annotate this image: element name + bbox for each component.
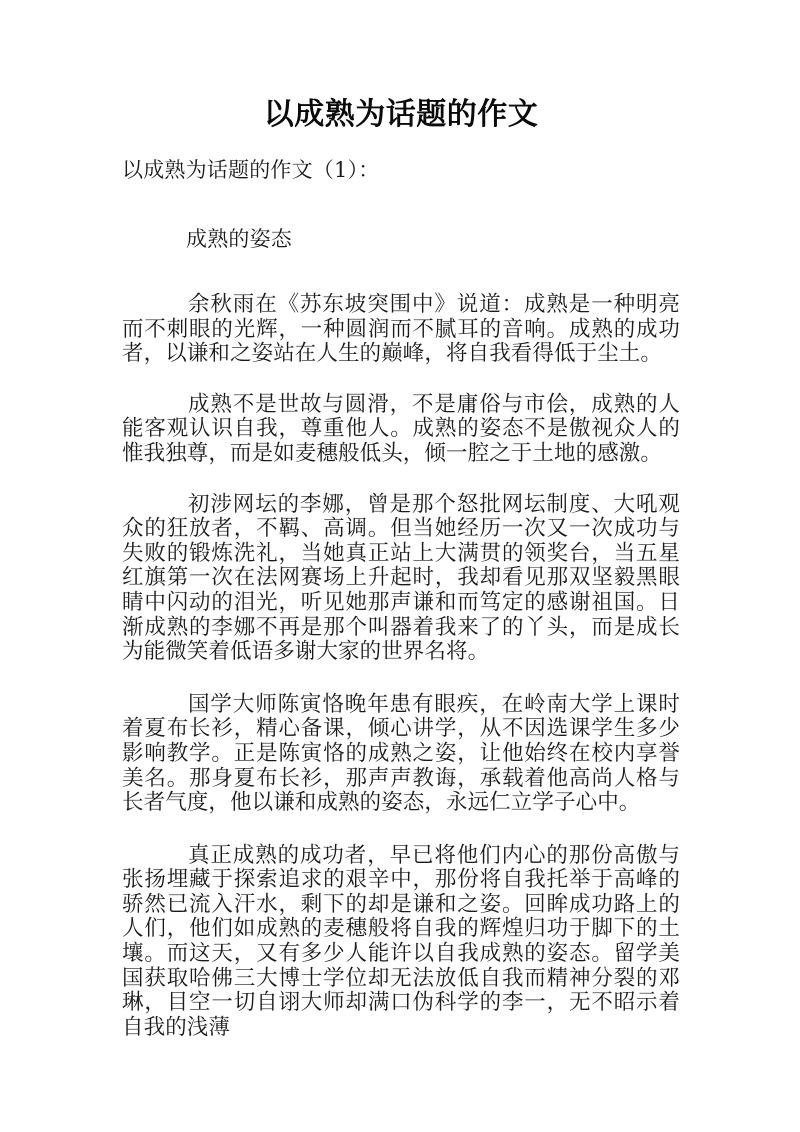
section-heading: 成熟的姿态 (186, 227, 292, 251)
body-paragraph-1: 余秋雨在《苏东坡突围中》说道：成熟是一种明亮而不刺眼的光辉，一种圆润而不腻耳的音响。成熟的成功者，以谦和之姿站在人生的巅峰，将自我看得低于尘土。 (122, 292, 680, 367)
body-paragraph-2: 成熟不是世故与圆滑，不是庸俗与市侩，成熟的人能客观认识自我，尊重他人。成熟的姿态不是傲视众人的惟我独尊，而是如麦穗般低头，倾一腔之于土地的感激。 (122, 391, 680, 466)
subtitle-line: 以成熟为话题的作文（1）： (122, 158, 380, 182)
document-content (122, 0, 680, 1040)
page-title: 以成熟为话题的作文 (263, 97, 539, 132)
body-paragraph-5: 真正成熟的成功者，早已将他们内心的那份高傲与张扬埋藏于探索追求的艰辛中，那份将自我托举于高峰的骄然已流入汗水，剩下的却是谦和之姿。回眸成功路上的人们，他们如成熟的麦穗般将自我的辉煌归功于脚下的土壤。而这天，又有多少人能许以自我成熟的姿态。留学美国获取哈佛三大博士学位却无法放低自我而精神分裂的邓琳，目空一切自诩大师却满口伪科学的李一，无不昭示着自我的浅薄 (122, 842, 680, 1040)
body-paragraph-4: 国学大师陈寅恪晚年患有眼疾，在岭南大学上课时着夏布长衫，精心备课，倾心讲学，从不因选课学生多少影响教学。正是陈寅恪的成熟之姿，让他始终在校内享誉美名。那身夏布长衫，那声声教诲，承载着他高尚人格与长者气度，他以谦和成熟的姿态，永远仁立学子心中。 (122, 691, 680, 816)
body-paragraph-3: 初涉网坛的李娜，曾是那个怒批网坛制度、大吼观众的狂放者，不羁、高调。但当她经历一次又一次成功与失败的锻炼洗礼，当她真正站上大满贯的领奖台，当五星红旗第一次在法网赛场上升起时，我却看见那双坚毅黑眼睛中闪动的泪光，听见她那声谦和而笃定的感谢祖国。日渐成熟的李娜不再是那个叫器着我来了的丫头，而是成长为能微笑着低语多谢大家的世界名将。 (122, 491, 680, 665)
